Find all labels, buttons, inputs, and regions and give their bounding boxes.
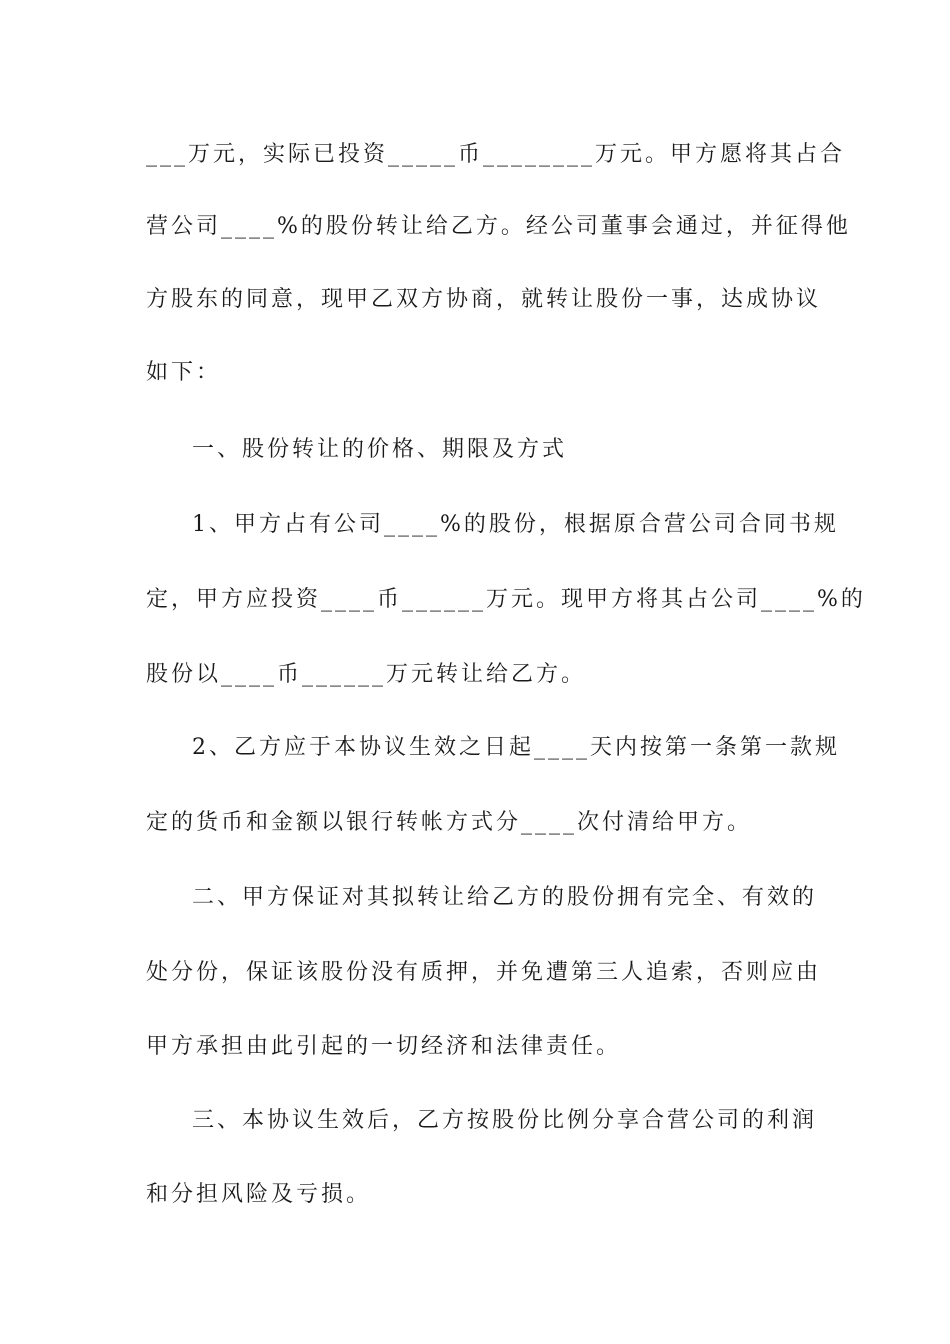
paragraph-line: 定，甲方应投资____币______万元。现甲方将其占公司____%的	[146, 587, 866, 612]
paragraph-line: 2、乙方应于本协议生效之日起____天内按第一条第一款规	[192, 735, 840, 760]
paragraph-line: 方股东的同意，现甲乙双方协商，就转让股份一事，达成协议	[146, 287, 822, 312]
paragraph-line: 营公司____%的股份转让给乙方。经公司董事会通过，并征得他	[146, 214, 851, 239]
paragraph-line: 定的货币和金额以银行转帐方式分____次付清给甲方。	[146, 810, 753, 835]
section-heading: 一、股份转让的价格、期限及方式	[192, 437, 568, 462]
paragraph-line: 甲方承担由此引起的一切经济和法律责任。	[146, 1034, 622, 1059]
paragraph-line: 二、甲方保证对其拟转让给乙方的股份拥有完全、有效的	[192, 885, 818, 910]
paragraph-line: ___万元，实际已投资_____币________万元。甲方愿将其占合	[146, 142, 846, 167]
paragraph-line: 和分担风险及亏损。	[146, 1182, 372, 1207]
paragraph-line: 处分份，保证该股份没有质押，并免遭第三人追索，否则应由	[146, 960, 822, 985]
paragraph-line: 如下：	[146, 360, 222, 385]
paragraph-line: 1、甲方占有公司____%的股份，根据原合营公司合同书规	[192, 512, 839, 537]
paragraph-line: 股份以____币______万元转让给乙方。	[146, 662, 587, 687]
paragraph-line: 三、本协议生效后，乙方按股份比例分享合营公司的利润	[192, 1108, 818, 1133]
